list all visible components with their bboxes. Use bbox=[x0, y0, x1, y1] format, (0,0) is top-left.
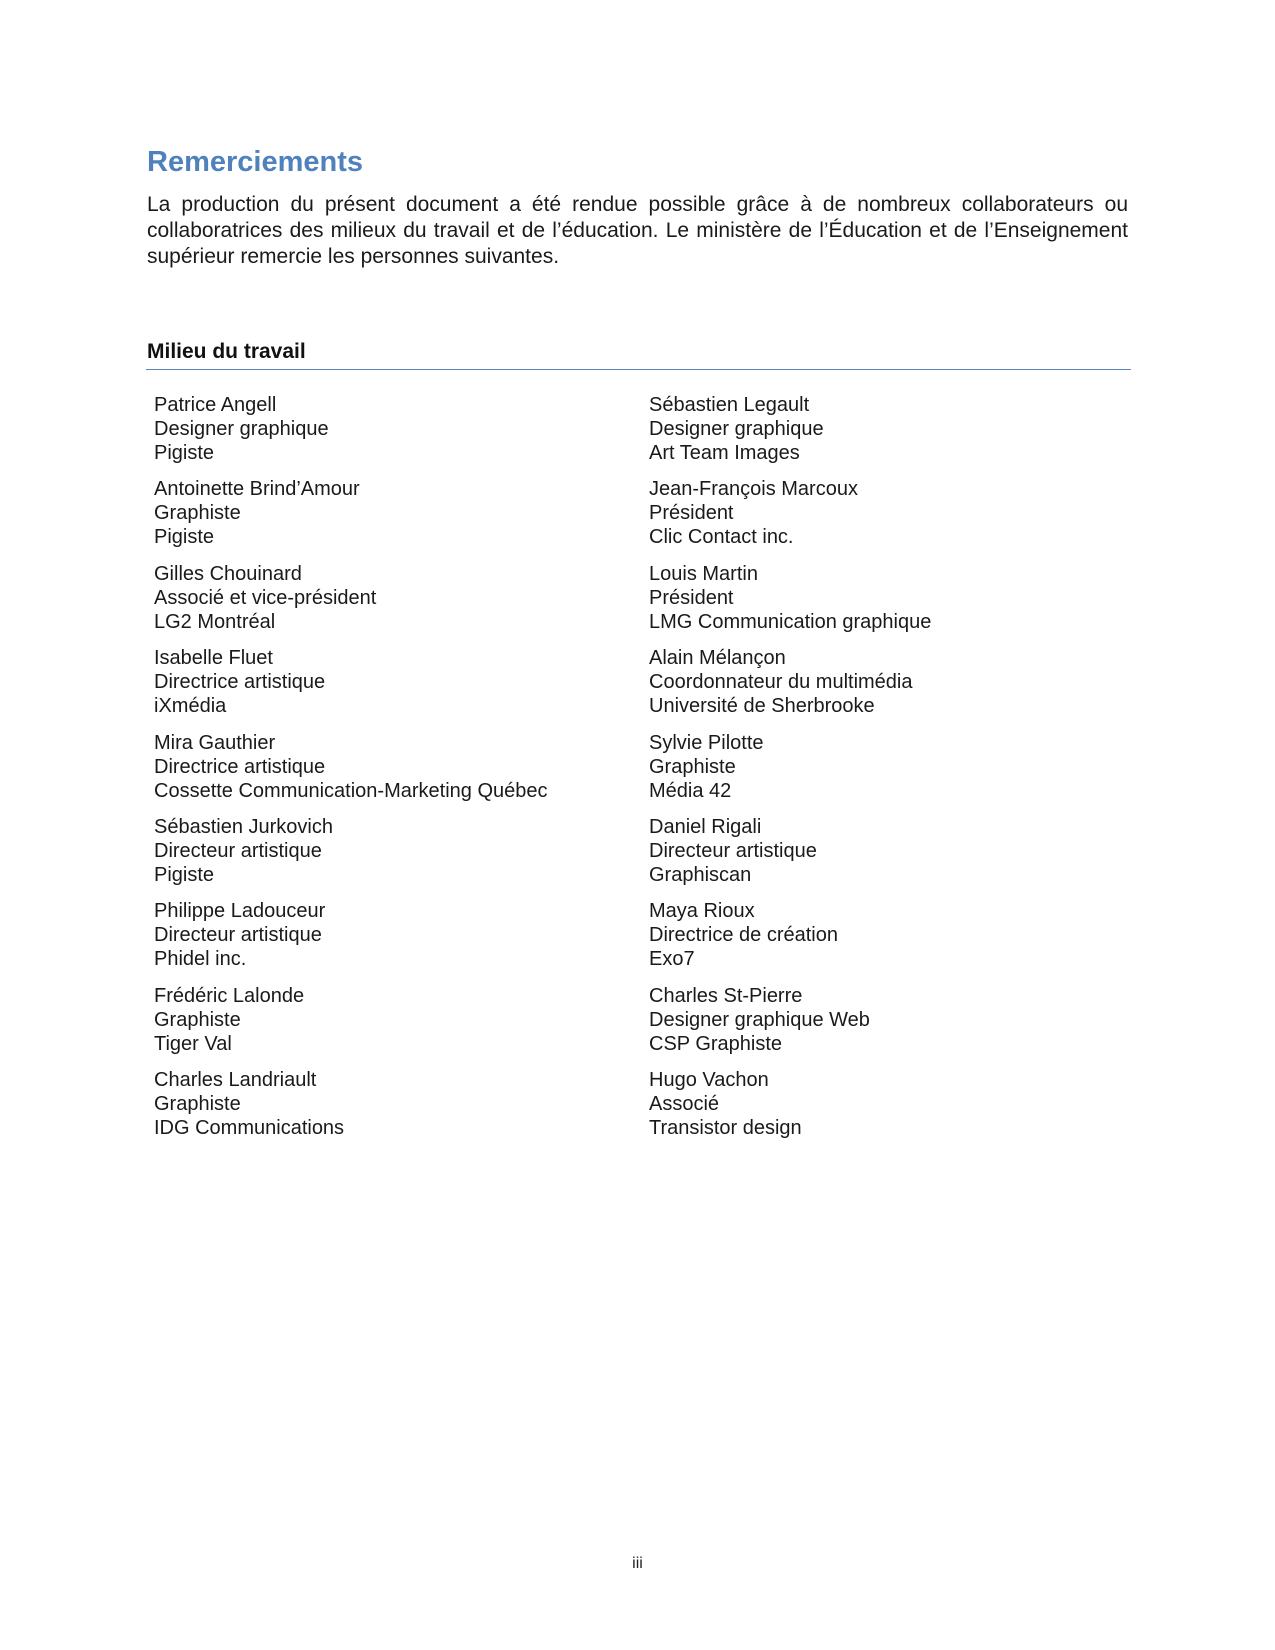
contributor-name: Frédéric Lalonde bbox=[154, 984, 305, 1007]
contributor-role: Graphiste bbox=[154, 502, 241, 525]
contributor-name: Hugo Vachon bbox=[649, 1069, 769, 1092]
contributor-role: Designer graphique bbox=[649, 418, 824, 440]
contributor-name: Isabelle Fluet bbox=[154, 647, 273, 670]
contributor-name: Louis Martin bbox=[649, 562, 758, 585]
contributor-organization: Phidel inc. bbox=[154, 948, 247, 971]
contributor-entry bbox=[154, 646, 548, 730]
contributor-role: Graphiste bbox=[154, 1093, 241, 1116]
contributor-role: Président bbox=[649, 502, 734, 525]
contributor-organization: Transistor design bbox=[649, 1117, 802, 1140]
contributor-entry bbox=[649, 899, 931, 983]
contributor-role: Directeur artistique bbox=[649, 839, 817, 862]
contributor-entry bbox=[649, 984, 931, 1068]
contributor-organization: LMG Communication graphique bbox=[649, 610, 932, 633]
contributor-name: Charles Landriault bbox=[154, 1069, 317, 1092]
contributor-name: Sylvie Pilotte bbox=[649, 731, 764, 754]
contributor-role: Directeur artistique bbox=[154, 924, 322, 947]
contributor-name: Daniel Rigali bbox=[649, 815, 762, 838]
contributor-organization: Exo7 bbox=[649, 948, 695, 971]
contributors-right-column bbox=[649, 393, 931, 1153]
contributor-organization: CSP Graphiste bbox=[649, 1032, 783, 1055]
contributor-organization: Clic Contact inc. bbox=[649, 526, 794, 549]
contributors-left-column bbox=[154, 393, 548, 1153]
contributor-organization: Tiger Val bbox=[154, 1032, 232, 1055]
contributor-entry bbox=[649, 646, 931, 730]
contributor-organization: Cossette Communication-Marketing Québec bbox=[154, 779, 548, 802]
contributor-organization: Pigiste bbox=[154, 442, 215, 464]
contributor-entry bbox=[154, 731, 548, 815]
contributor-name: Philippe Ladouceur bbox=[154, 900, 326, 923]
contributor-role: Président bbox=[649, 586, 734, 609]
contributor-entry bbox=[154, 393, 548, 477]
contributor-name: Charles St-Pierre bbox=[649, 984, 803, 1007]
contributor-entry bbox=[154, 984, 548, 1068]
contributor-entry bbox=[154, 899, 548, 983]
contributor-organization: Pigiste bbox=[154, 526, 215, 549]
contributor-role: Directrice artistique bbox=[154, 755, 326, 778]
page-title: Remerciements bbox=[147, 146, 363, 178]
contributor-name: Gilles Chouinard bbox=[154, 562, 302, 585]
contributor-entry bbox=[649, 1068, 931, 1152]
contributor-entry bbox=[154, 1068, 548, 1152]
contributor-organization: LG2 Montréal bbox=[154, 610, 276, 633]
contributor-role: Associé et vice-président bbox=[154, 586, 377, 609]
contributor-role: Directeur artistique bbox=[154, 839, 322, 862]
contributor-name: Sébastien Jurkovich bbox=[154, 815, 333, 838]
contributor-entry bbox=[649, 477, 931, 561]
contributor-role: Associé bbox=[649, 1093, 720, 1116]
contributor-organization: Art Team Images bbox=[649, 442, 800, 464]
page-number: iii bbox=[632, 1555, 643, 1572]
contributor-entry bbox=[154, 477, 548, 561]
contributor-name: Maya Rioux bbox=[649, 900, 755, 923]
contributor-entry bbox=[649, 562, 931, 646]
contributor-name: Sébastien Legault bbox=[649, 394, 810, 416]
contributor-name: Jean-François Marcoux bbox=[649, 478, 858, 501]
contributor-role: Designer graphique Web bbox=[649, 1008, 870, 1031]
contributor-organization: iXmédia bbox=[154, 695, 227, 718]
contributor-entry bbox=[154, 562, 548, 646]
contributor-role: Coordonnateur du multimédia bbox=[649, 671, 913, 694]
contributor-role: Directrice artistique bbox=[154, 671, 326, 694]
contributor-role: Graphiste bbox=[649, 755, 736, 778]
contributor-organization: Université de Sherbrooke bbox=[649, 695, 875, 718]
contributor-organization: Média 42 bbox=[649, 779, 732, 802]
contributor-organization: Pigiste bbox=[154, 863, 215, 886]
section-divider bbox=[146, 369, 1131, 370]
contributor-entry bbox=[649, 731, 931, 815]
contributor-role: Graphiste bbox=[154, 1008, 241, 1031]
contributor-entry bbox=[649, 393, 931, 477]
contributor-organization: Graphiscan bbox=[649, 863, 752, 886]
contributor-name: Mira Gauthier bbox=[154, 731, 276, 754]
contributor-role: Directrice de création bbox=[649, 924, 838, 947]
contributor-role: Designer graphique bbox=[154, 418, 329, 440]
contributor-entry bbox=[649, 815, 931, 899]
section-heading: Milieu du travail bbox=[147, 340, 306, 363]
contributor-name: Alain Mélançon bbox=[649, 647, 786, 670]
contributor-name: Patrice Angell bbox=[154, 394, 277, 416]
contributor-entry bbox=[154, 815, 548, 899]
contributor-organization: IDG Communications bbox=[154, 1117, 345, 1140]
intro-paragraph: La production du présent document a été rendue possible grâce à de nombreux collaborateurs ou collaboratrices des milieux du travail et de l’éducation. Le ministère de l’Éducation et de l’Enseignement supérieur remercie les personnes suivantes. bbox=[147, 193, 1128, 268]
contributor-name: Antoinette Brind’Amour bbox=[154, 478, 360, 501]
